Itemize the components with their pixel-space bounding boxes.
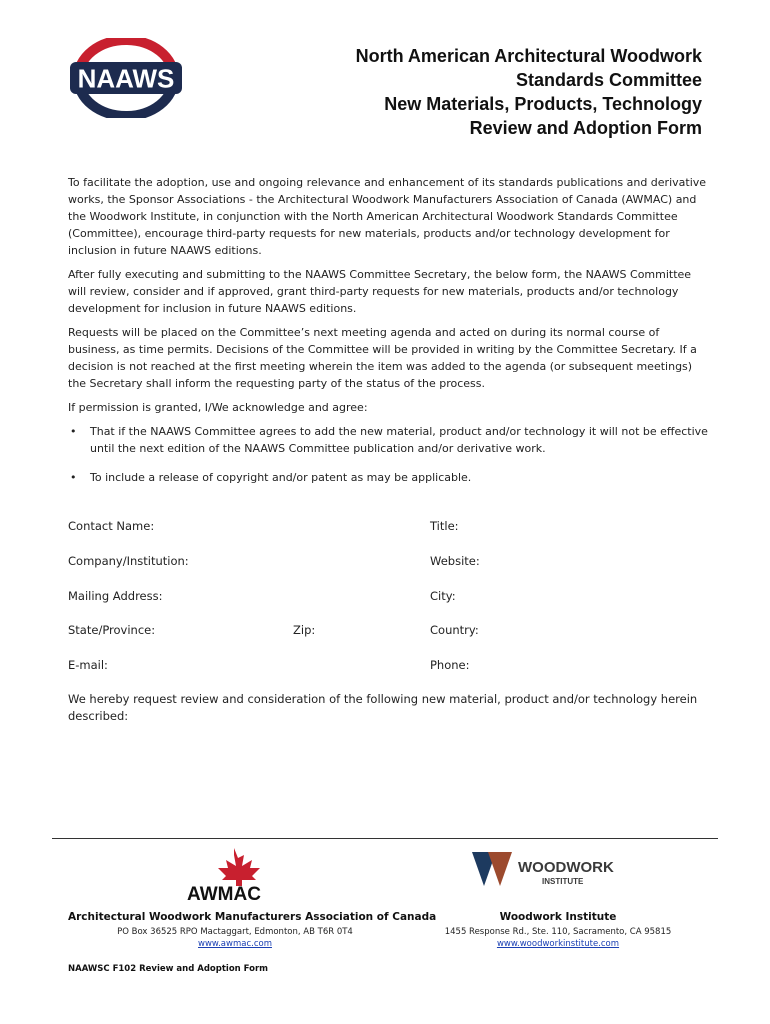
bullet-icon: •	[70, 471, 77, 484]
wi-address: 1455 Response Rd., Ste. 110, Sacramento, CA 95815	[444, 927, 672, 937]
contact-name-label[interactable]: Contact Name:	[68, 519, 155, 533]
page-title	[232, 44, 702, 140]
title-line-2: Standards Committee	[515, 70, 702, 90]
awmac-logo	[176, 846, 272, 902]
bullet-text: That if the NAAWS Committee agrees to add the new material, product and/or technology it will not be effective until the next edition of the NAAWS Committee publication and/or derivative work.	[90, 425, 708, 455]
woodwork-institute-logo	[470, 850, 620, 890]
state-province-label[interactable]: State/Province:	[68, 623, 156, 637]
title-line-3: New Materials, Products, Technology	[384, 94, 702, 114]
awmac-address: PO Box 36525 RPO Mactaggart, Edmonton, AB T6R 0T4	[117, 927, 353, 937]
awmac-link[interactable]: www.awmac.com	[198, 939, 272, 949]
country-label[interactable]: Country:	[430, 623, 479, 637]
naaws-logo-text: NAAWS	[77, 63, 175, 94]
phone-label[interactable]: Phone:	[430, 658, 470, 672]
naaws-logo	[66, 38, 186, 118]
awmac-name: Architectural Woodwork Manufacturers Association of Canada	[68, 911, 437, 923]
wi-logo-line-2: INSTITUTE	[542, 877, 584, 886]
request-text: We hereby request review and consideration of the following new material, product and/or technology herein described:	[68, 692, 698, 723]
bullet-icon: •	[70, 425, 77, 438]
awmac-logo-text: AWMAC	[187, 884, 261, 902]
intro-paragraph-2: After fully executing and submitting to the NAAWS Committee Secretary, the below form, the NAAWS Committee will review, consider and if approved, grant third-party requests for new materials, products and/or technology development for inclusion in future NAAWS editions.	[68, 268, 692, 315]
footer-divider	[52, 838, 718, 839]
wi-name: Woodwork Institute	[499, 911, 617, 923]
intro-text	[68, 174, 708, 498]
city-label[interactable]: City:	[430, 589, 456, 603]
intro-paragraph-4: If permission is granted, I/We acknowledge and agree:	[68, 401, 368, 414]
form-footer: NAAWSC F102 Review and Adoption Form	[68, 964, 269, 974]
wi-logo-line-1: WOODWORK	[518, 859, 614, 876]
bullet-item	[68, 423, 708, 457]
mailing-address-label[interactable]: Mailing Address:	[68, 589, 163, 603]
bullet-text: To include a release of copyright and/or patent as may be applicable.	[90, 471, 472, 484]
title-label[interactable]: Title:	[430, 519, 459, 533]
wi-link[interactable]: www.woodworkinstitute.com	[496, 939, 620, 949]
company-label[interactable]: Company/Institution:	[68, 554, 189, 568]
title-line-4: Review and Adoption Form	[469, 118, 702, 138]
intro-paragraph-1: To facilitate the adoption, use and ongoing relevance and enhancement of its standards publications and derivative works, the Sponsor Associations - the Architectural Woodwork Manufacturers Association of Canada (AWMAC) and the Woodwork Institute, in conjunction with the North American Architectural Woodwork Standards Committee (Committee), encourage third-party requests for new materials, products and/or technology development for inclusion in future NAAWS editions.	[68, 176, 707, 257]
bullet-item	[68, 469, 708, 486]
maple-leaf-icon	[218, 848, 260, 886]
email-label[interactable]: E-mail:	[68, 658, 108, 672]
title-line-1: North American Architectural Woodwork	[355, 46, 702, 66]
zip-label[interactable]: Zip:	[293, 623, 316, 637]
intro-paragraph-3: Requests will be placed on the Committee’s next meeting agenda and acted on during its normal course of business, as time permits. Decisions of the Committee will be provided in writing by the Committee Secretary. If a decision is not reached at the first meeting wherein the item was added to the agenda (or subsequent meetings) the Secretary shall inform the requesting party of the status of the process.	[68, 326, 697, 390]
website-label[interactable]: Website:	[430, 554, 480, 568]
